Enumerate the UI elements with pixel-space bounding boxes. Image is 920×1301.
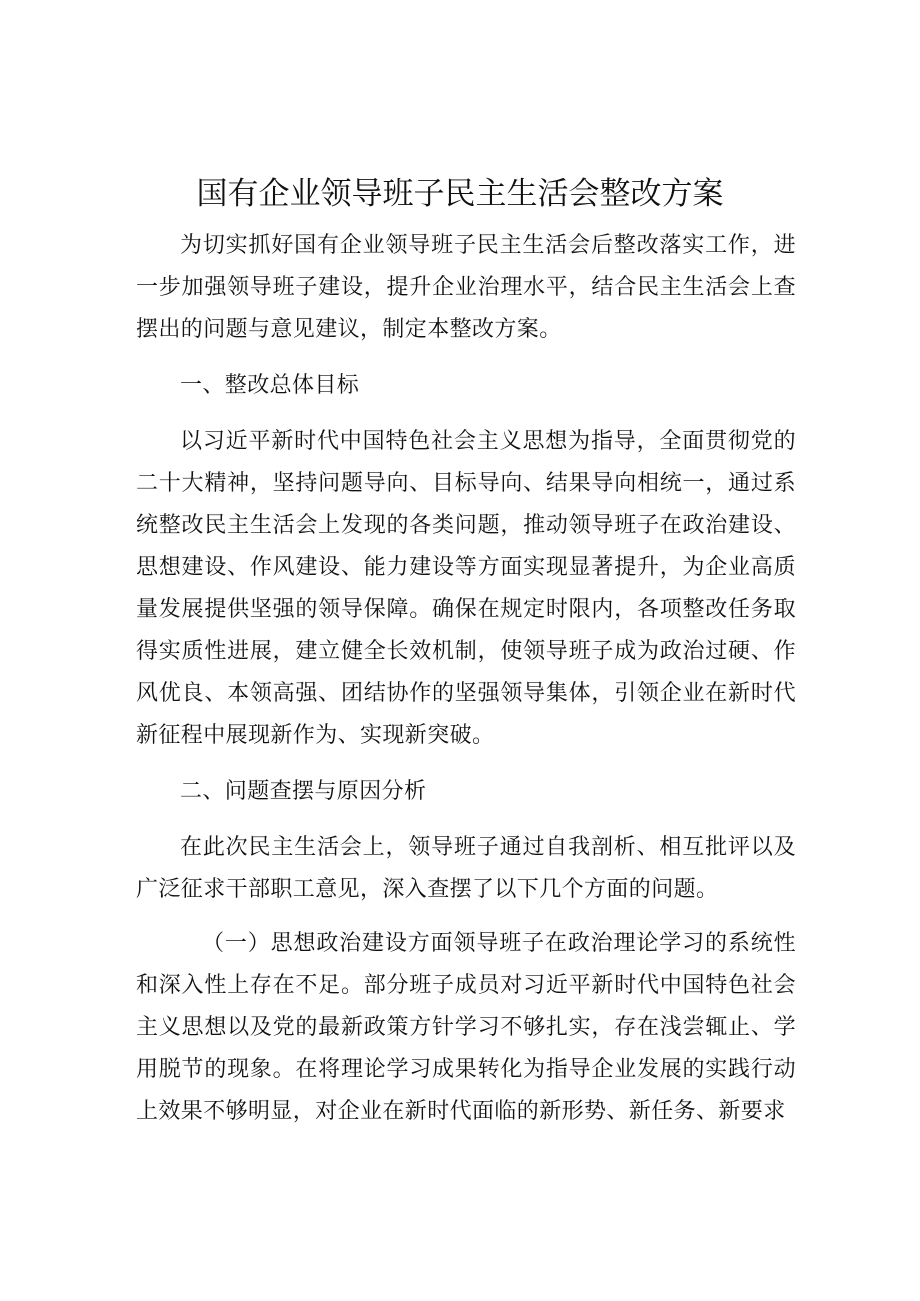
subsection-political-paragraph: （一）思想政治建设方面领导班子在政治理论学习的系统性和深入性上存在不足。部分班子成员对习近平新时代中国特色社会主义思想以及党的最新政策方针学习不够扎实，存在浅尝辄止、学用脱节的现象。在将理论学习成果转化为指导企业发展的实践行动上效果不够明显，对企业在新时代面临的新形势、新任务、新要求 (136, 931, 796, 1124)
goals-paragraph: 以习近平新时代中国特色社会主义思想为指导，全面贯彻党的二十大精神，坚持问题导向、目标导向、结果导向相统一，通过系统整改民主生活会上发现的各类问题，推动领导班子在政治建设、思想建设、作风建设、能力建设等方面实现显著提升，为企业高质量发展提供坚强的领导保障。确保在规定时限内，各项整改任务取得实质性进展，建立健全长效机制，使领导班子成为政治过硬、作风优良、本领高强、团结协作的坚强领导集体，引领企业在新时代新征程中展现新作为、实现新突破。 (136, 429, 796, 748)
intro-paragraph: 为切实抓好国有企业领导班子民主生活会后整改落实工作，进一步加强领导班子建设，提升企业治理水平，结合民主生活会上查摆出的问题与意见建议，制定本整改方案。 (136, 233, 796, 342)
section-heading-problems: 二、问题查摆与原因分析 (180, 779, 427, 804)
section-heading-goals: 一、整改总体目标 (180, 373, 360, 398)
problems-paragraph: 在此次民主生活会上，领导班子通过自我剖析、相互批评以及广泛征求干部职工意见，深入查摆了以下几个方面的问题。 (136, 835, 796, 902)
document-title: 国有企业领导班子民主生活会整改方案 (196, 176, 724, 212)
document-body (136, 225, 796, 1133)
